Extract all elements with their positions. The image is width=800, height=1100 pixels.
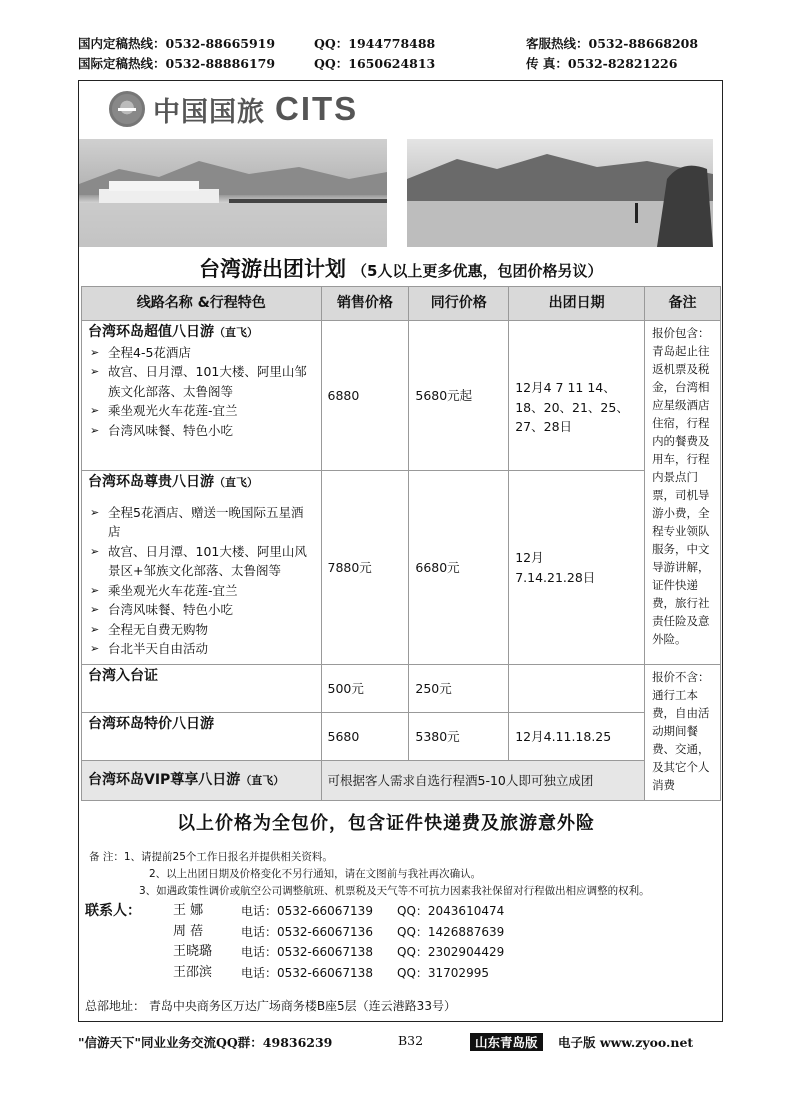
route-cell	[82, 761, 322, 801]
contact-qq: QQ：1426887639	[397, 924, 505, 939]
departure-dates: 12月4.11.18.25	[509, 713, 645, 761]
contacts-block	[85, 901, 504, 983]
route-name: 台湾入台证	[82, 665, 322, 713]
qq-number: QQ：1944778488	[314, 36, 436, 51]
contact-phone: 电话：0532-66067139	[241, 904, 373, 918]
table-header-row	[82, 287, 721, 321]
contact-row	[85, 963, 504, 984]
contact-qq: QQ：31702995	[397, 965, 489, 980]
peer-price: 5380元	[409, 713, 509, 761]
page-footer	[78, 1033, 723, 1053]
list-item: ➢ 台湾风味餐、特色小吃	[88, 421, 315, 441]
route-name: 台湾环岛超值八日游	[88, 324, 214, 340]
plan-subtitle: （5人以上更多优惠，包团价格另议）	[352, 262, 603, 280]
departure-dates: 12月4 7 11 14、18、20、21、25、27、28日	[509, 321, 645, 471]
list-item: ➢ 故宫、日月潭、101大楼、阿里山风景区+邹族文化部落、太鲁阁等	[88, 542, 315, 581]
table-row	[82, 471, 721, 665]
contact-row	[85, 901, 504, 922]
edition-badge: 山东青岛版	[470, 1033, 543, 1051]
header-notes: 备注	[645, 287, 721, 321]
departure-dates: 12月 7.14.21.28日	[509, 471, 645, 665]
cits-logo	[109, 89, 358, 129]
sale-price: 6880	[321, 321, 409, 471]
tour-table	[81, 286, 721, 801]
route-name: 台湾环岛尊贵八日游	[88, 474, 214, 490]
list-item: ➢ 全程4-5花酒店	[88, 343, 315, 363]
route-tag: （直飞）	[240, 773, 285, 787]
price-included-note: 报价包含：青岛起止往返机票及税金，台湾相应星级酒店住宿，行程内的餐费及用车，行程内景点门票，司机导游小费，全程专业领队服务，中文导游讲解，证件快递费，旅行社责任险及意外险。	[645, 321, 721, 665]
page-number: B32	[398, 1033, 424, 1048]
route-cell	[82, 471, 322, 665]
notes-block	[89, 849, 714, 900]
contact-phone: 电话：0532-66067136	[241, 924, 373, 939]
fax-number: 传 真：0532-82821226	[526, 56, 678, 71]
contact-name: 周 蓓	[173, 923, 204, 939]
site-link[interactable]: 电子版 www.zyoo.net	[558, 1035, 694, 1050]
list-item: ➢ 故宫、日月潭、101大楼、阿里山邹族文化部落、太鲁阁等	[88, 362, 315, 401]
peer-price: 250元	[409, 665, 509, 713]
route-tag: （直飞）	[214, 326, 258, 339]
table-row	[82, 713, 721, 761]
header-peer-price: 同行价格	[409, 287, 509, 321]
note-line: 1、请提前25个工作日报名并提供相关资料。	[123, 851, 333, 863]
list-item: ➢ 全程无自费无购物	[88, 620, 315, 640]
route-remark: 可根据客人需求自选行程酒5-10人即可独立成团	[321, 761, 645, 801]
table-row	[82, 761, 721, 801]
price-excluded-note: 报价不含：通行工本费，自由活动期间餐费、交通，及其它个人消费	[645, 665, 721, 801]
domestic-hotline: 国内定稿热线：0532-88665919	[78, 36, 276, 51]
contact-name: 王 娜	[173, 903, 204, 918]
table-row	[82, 665, 721, 713]
route-name: 台湾环岛VIP尊享八日游	[88, 771, 241, 788]
route-tag: （直飞）	[214, 476, 258, 489]
route-cell	[82, 321, 322, 471]
contact-name: 王邵滨	[173, 964, 213, 980]
header-dates: 出团日期	[509, 287, 645, 321]
contact-qq: QQ：2302904429	[397, 945, 505, 959]
cits-emblem-icon	[109, 91, 145, 127]
contacts-label: 联系人：	[85, 903, 141, 919]
departure-dates	[509, 665, 645, 713]
notes-label: 备 注：	[89, 851, 124, 863]
peer-price: 5680元起	[409, 321, 509, 471]
sale-price: 5680	[321, 713, 409, 761]
peer-price: 6680元	[409, 471, 509, 665]
ad-panel	[78, 80, 723, 1022]
qq-number: QQ：1650624813	[314, 56, 436, 71]
contact-qq: QQ：2043610474	[397, 904, 505, 918]
logo-text-en: CITS	[275, 90, 359, 127]
plan-title	[199, 253, 602, 283]
list-item: ➢ 乘坐观光火车花莲-宜兰	[88, 581, 315, 601]
lake-photo	[407, 139, 713, 247]
plan-title-text: 台湾游出团计划	[199, 257, 346, 281]
header-price: 销售价格	[321, 287, 409, 321]
contact-row	[85, 942, 504, 963]
contact-phone: 电话：0532-66067138	[241, 945, 373, 959]
sale-price: 7880元	[321, 471, 409, 665]
logo-text-cn: 中国国旅	[153, 96, 265, 128]
header-route: 线路名称 &行程特色	[82, 287, 322, 321]
hq-address: 总部地址： 青岛中央商务区万达广场商务楼B座5层（连云港路33号）	[85, 999, 456, 1013]
list-item: ➢ 台北半天自由活动	[88, 639, 315, 659]
all-inclusive-banner: 以上价格为全包价，包含证件快递费及旅游意外险	[177, 813, 595, 834]
note-line: 2、以上出团日期及价格变化不另行通知，请在文图前与我社再次确认。	[149, 868, 482, 880]
note-line: 3、如遇政策性调价或航空公司调整航班、机票税及天气等不可抗力因素我社保留对行程做出相应调整的权利。	[139, 885, 650, 897]
service-hotline: 客服热线：0532-88668208	[526, 36, 699, 51]
sale-price: 500元	[321, 665, 409, 713]
harbor-photo	[79, 139, 387, 247]
qq-group: "信游天下"同业业务交流QQ群：49836239	[78, 1035, 333, 1050]
table-row	[82, 321, 721, 471]
contact-phone: 电话：0532-66067138	[241, 965, 373, 980]
contact-row	[85, 922, 504, 943]
route-name: 台湾环岛特价八日游	[82, 713, 322, 761]
hotline-header	[78, 34, 718, 74]
list-item: ➢ 台湾风味餐、特色小吃	[88, 600, 315, 620]
list-item: ➢ 乘坐观光火车花莲-宜兰	[88, 401, 315, 421]
international-hotline: 国际定稿热线：0532-88886179	[78, 56, 276, 71]
contact-name: 王晓璐	[173, 944, 213, 959]
list-item: ➢ 全程5花酒店、赠送一晚国际五星酒店	[88, 503, 315, 542]
